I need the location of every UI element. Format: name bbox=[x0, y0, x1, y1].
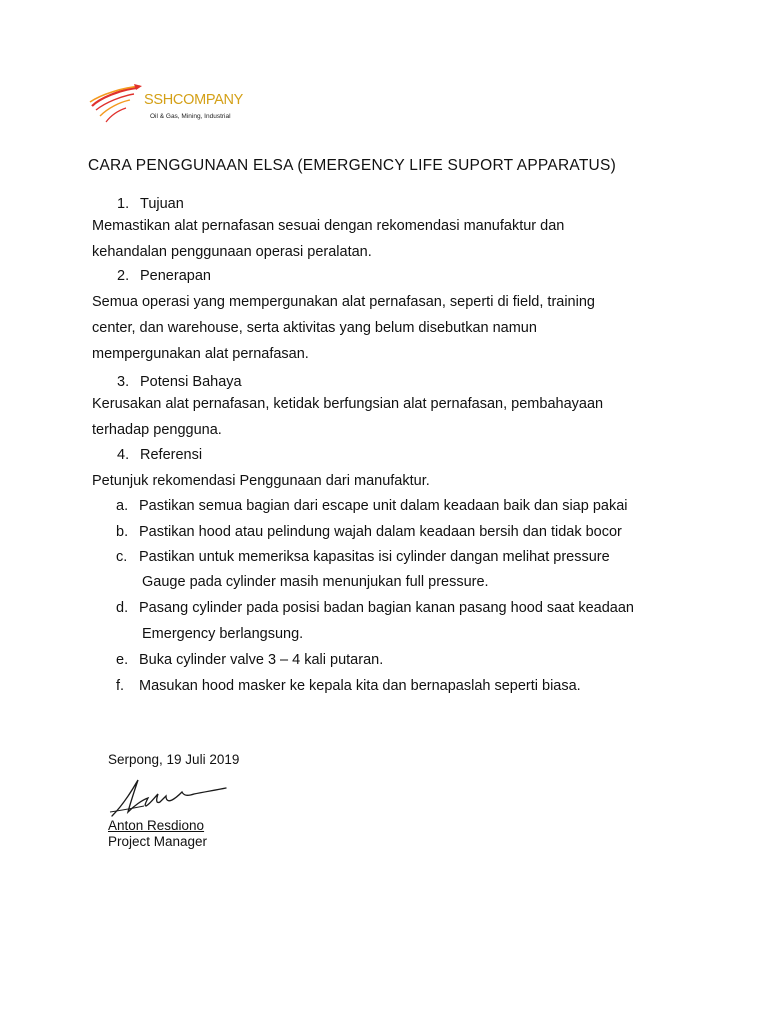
step-text: Pastikan hood atau pelindung wajah dalam keadaan bersih dan tidak bocor bbox=[139, 524, 622, 540]
document-title: CARA PENGGUNAAN ELSA (EMERGENCY LIFE SUPORT APPARATUS) bbox=[88, 157, 617, 174]
body-line: Kerusakan alat pernafasan, ketidak berfungsian alat pernafasan, pembahayaan bbox=[92, 396, 604, 412]
section-number: 4. bbox=[117, 447, 130, 463]
step-text: Buka cylinder valve 3 – 4 kali putaran. bbox=[139, 652, 384, 668]
signer-role: Project Manager bbox=[108, 834, 208, 849]
section-heading: Tujuan bbox=[140, 196, 184, 212]
section-heading: Potensi Bahaya bbox=[140, 374, 242, 390]
place-date: Serpong, 19 Juli 2019 bbox=[108, 752, 240, 767]
step-text-continuation: Gauge pada cylinder masih menunjukan full pressure. bbox=[142, 574, 489, 590]
section-heading: Referensi bbox=[140, 447, 203, 463]
body-line: Memastikan alat pernafasan sesuai dengan rekomendasi manufaktur dan bbox=[92, 218, 565, 234]
body-line: kehandalan penggunaan operasi peralatan. bbox=[92, 244, 372, 260]
section-number: 1. bbox=[117, 196, 130, 212]
body-line: center, dan warehouse, serta aktivitas yang belum disebutkan namun bbox=[92, 320, 537, 336]
step-text-continuation: Emergency berlangsung. bbox=[142, 626, 304, 642]
step-letter: b. bbox=[116, 524, 129, 540]
step-letter: a. bbox=[116, 498, 129, 514]
step-text: Pastikan untuk memeriksa kapasitas isi cylinder dangan melihat pressure bbox=[139, 549, 610, 565]
signer-name: Anton Resdiono bbox=[108, 818, 205, 833]
section-number: 3. bbox=[117, 374, 130, 390]
signature-icon bbox=[104, 772, 234, 822]
logo-brand-text: SSHCOMPANY bbox=[144, 92, 244, 108]
step-text: Masukan hood masker ke kepala kita dan bernapaslah seperti biasa. bbox=[139, 678, 581, 694]
step-letter: e. bbox=[116, 652, 129, 668]
step-letter: c. bbox=[116, 549, 128, 565]
logo-tagline: Oil & Gas, Mining, Industrial bbox=[150, 113, 231, 120]
step-text: Pasang cylinder pada posisi badan bagian kanan pasang hood saat keadaan bbox=[139, 600, 634, 616]
body-line: terhadap pengguna. bbox=[92, 422, 222, 438]
section-heading: Penerapan bbox=[140, 268, 211, 284]
step-text: Pastikan semua bagian dari escape unit dalam keadaan baik dan siap pakai bbox=[139, 498, 628, 514]
body-line: Semua operasi yang mempergunakan alat pernafasan, seperti di field, training bbox=[92, 294, 595, 310]
step-letter: f. bbox=[116, 678, 125, 694]
body-line: mempergunakan alat pernafasan. bbox=[92, 346, 309, 362]
section-number: 2. bbox=[117, 268, 130, 284]
body-line: Petunjuk rekomendasi Penggunaan dari manufaktur. bbox=[92, 473, 430, 489]
company-logo bbox=[86, 80, 246, 130]
step-letter: d. bbox=[116, 600, 129, 616]
swoosh-logo-icon bbox=[86, 80, 148, 128]
